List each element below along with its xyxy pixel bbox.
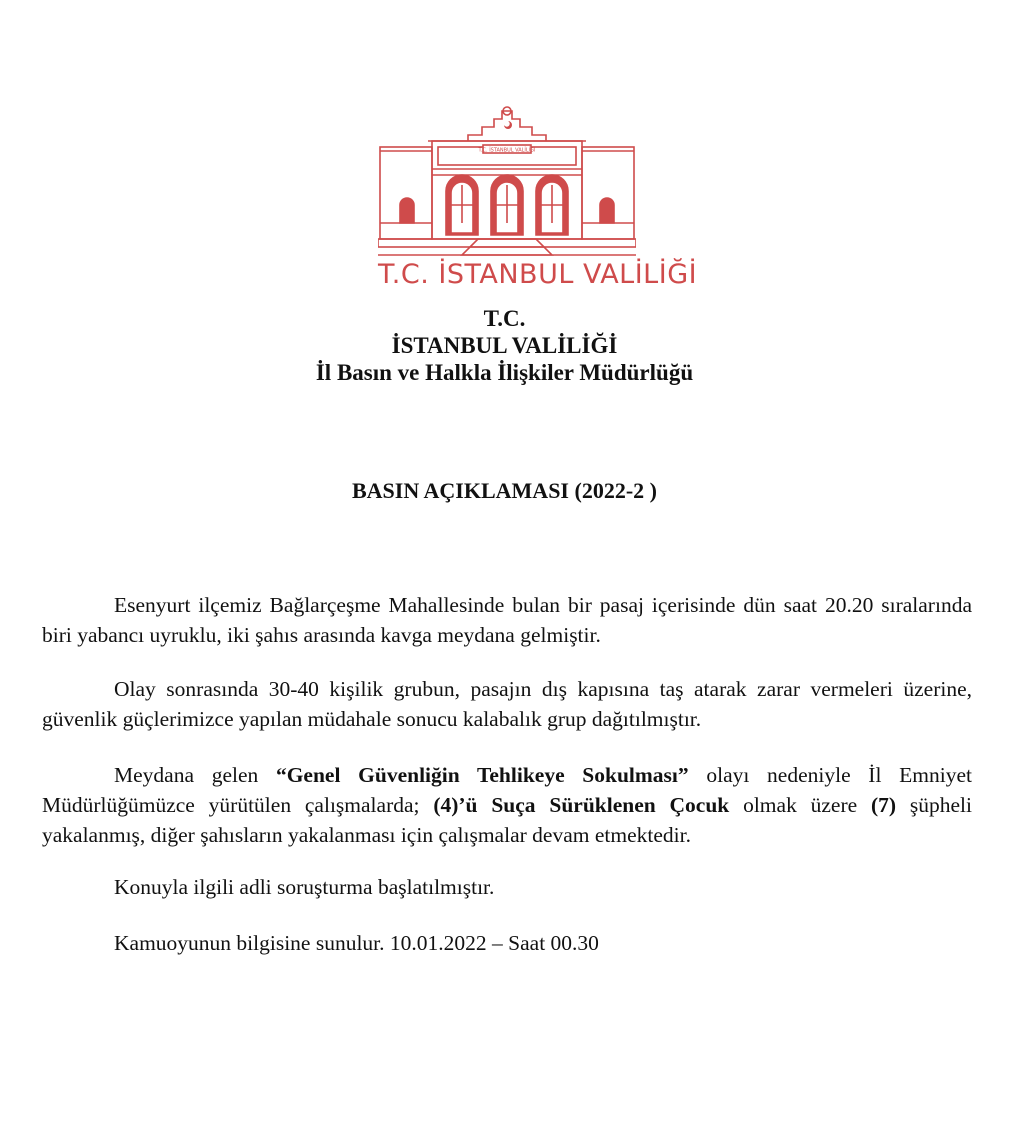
paragraph-3	[42, 760, 972, 850]
paragraph-1: Esenyurt ilçemiz Bağlarçeşme Mahallesinde bulan bir pasaj içerisinde dün saat 20.20 sıralarında biri yabancı uyruklu, iki şahıs arasında kavga meydana gelmiştir.	[42, 593, 972, 647]
logo-text: T.C. İSTANBUL VALİLİĞİ	[378, 259, 698, 290]
p3-text-4: şüpheli yakalanmış, diğer şahısların yakalanması için çalışmalar devam etmektedir.	[42, 793, 973, 847]
p3-text-2: olayı nedeniyle İl Emniyet Müdürlüğümüzce yürütülen çalışmalarda;	[42, 763, 972, 817]
paragraph-2: Olay sonrasında 30-40 kişilik grubun, pasajın dış kapısına taş atarak zarar vermeleri üzerine, güvenlik güçlerimizce yapılan müdahale sonucu kalabalık grup dağıtılmıştır.	[42, 677, 972, 731]
header-tc: T.C.	[483, 306, 526, 331]
building-emblem-icon	[378, 105, 636, 260]
p3-bold-count: (7)	[871, 793, 897, 817]
p3-bold-children: (4)’ü Suça Sürüklenen Çocuk	[433, 793, 730, 817]
p3-bold-incident: “Genel Güvenliğin Tehlikeye Sokulması”	[275, 763, 689, 787]
svg-text:T.C. İSTANBUL VALİLİĞİ: T.C. İSTANBUL VALİLİĞİ	[478, 147, 536, 154]
p3-text-1: Meydana gelen	[114, 763, 276, 787]
p3-text-3: olmak üzere	[729, 793, 871, 817]
paragraph-4: Konuyla ilgili adli soruşturma başlatılmıştır.	[114, 875, 495, 899]
istanbul-valiligi-logo	[378, 105, 698, 290]
document-title: BASIN AÇIKLAMASI (2022-2 )	[352, 478, 657, 503]
paragraph-5: Kamuoyunun bilgisine sunulur. 10.01.2022 – Saat 00.30	[114, 931, 599, 955]
header-mudurluk: İl Basın ve Halkla İlişkiler Müdürlüğü	[315, 360, 694, 385]
header-valilik: İSTANBUL VALİLİĞİ	[391, 333, 618, 358]
